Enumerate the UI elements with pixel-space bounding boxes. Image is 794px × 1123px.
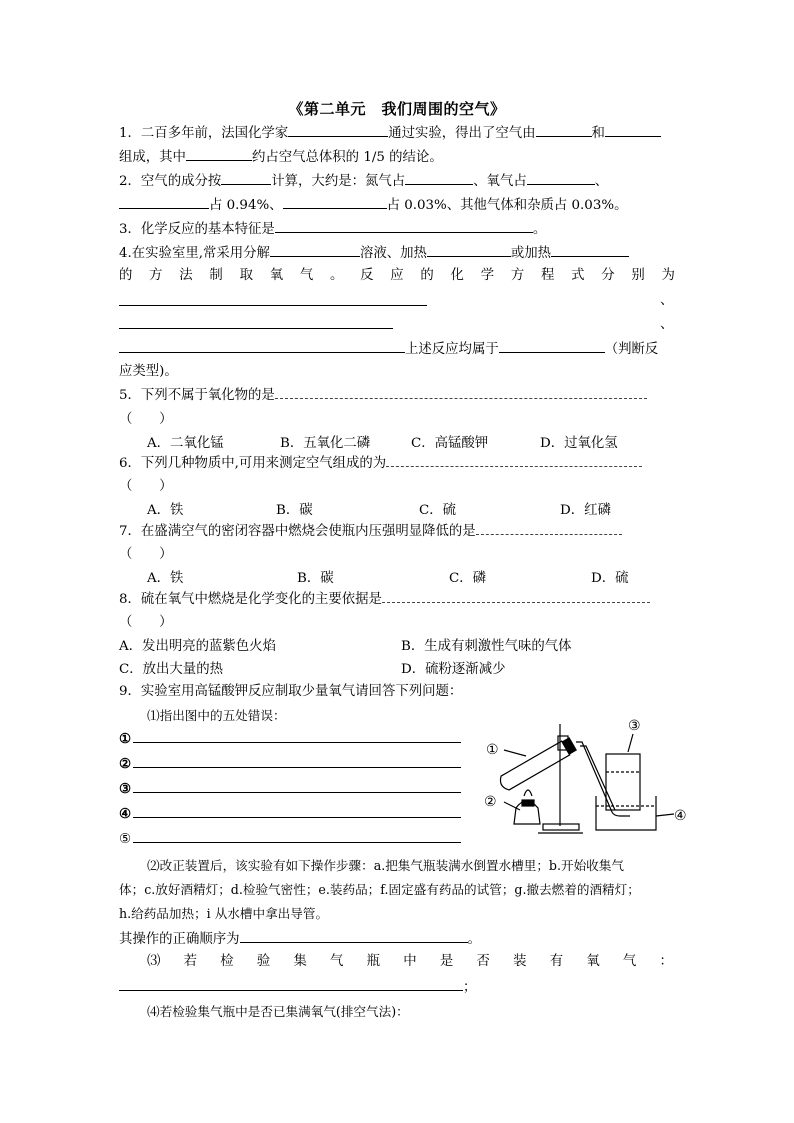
- q9-error-row-3: [119, 780, 461, 799]
- q5-option-a[interactable]: A．二氧化锰: [147, 436, 224, 451]
- q9-p3-char: 瓶: [366, 954, 381, 969]
- q4-text-d: 上述反应均属于: [405, 342, 499, 357]
- q9-part2-line3: h.给药品加热；i 从水槽中拿出导管。: [119, 906, 329, 921]
- q9-error-row-4: [119, 805, 461, 824]
- q6-stem-text: 6．下列几种物质中,可用来测定空气组成的为: [119, 456, 387, 471]
- q4-blank-kmno4[interactable]: [427, 243, 511, 257]
- q4-spread-char: 的: [119, 268, 133, 283]
- q4-spread-char: 分: [601, 268, 615, 283]
- q4-blank-h2o2[interactable]: [270, 243, 360, 257]
- q5-option-b[interactable]: B．五氧化二磷: [280, 436, 371, 451]
- q2-blank-basis[interactable]: [221, 171, 271, 185]
- q2-blank-noble-gas[interactable]: [119, 195, 209, 209]
- q4-blank-kclo3[interactable]: [551, 243, 629, 257]
- q1-text-c: 和: [591, 126, 605, 141]
- q7-leader-dots: [476, 525, 622, 535]
- q4-spread-char: 的: [420, 268, 434, 283]
- q6-stem: [119, 455, 642, 473]
- q4-text-b: 溶液、加热: [359, 246, 427, 261]
- q8-leader-dots: [382, 593, 650, 603]
- q9-marker-4: ④: [119, 806, 132, 822]
- q2-line1: [119, 171, 608, 191]
- q1-blank-component1[interactable]: [536, 123, 592, 137]
- q8-stem-text: 8．硫在氧气中燃烧是化学变化的主要依据是: [119, 592, 382, 607]
- q2-blank-co2[interactable]: [283, 195, 387, 209]
- q9-marker-1: ①: [119, 731, 132, 747]
- q1-blank-fraction-gas[interactable]: [186, 147, 252, 161]
- q4-text-a: 4.在实验室里,常采用分解: [119, 246, 270, 261]
- q9-part3-end: ；: [463, 980, 477, 995]
- q1-line2: [119, 147, 443, 167]
- figure-label-1: ①: [486, 742, 499, 758]
- q2-text-c: 、氧气占: [473, 174, 527, 189]
- q9-p3-char: 装: [513, 954, 527, 969]
- q4-spread-char: 应: [390, 268, 404, 283]
- q4-spread-char: 。: [329, 268, 344, 283]
- q5-stem: [119, 387, 647, 405]
- q9-order-blank[interactable]: [240, 929, 468, 943]
- q9-error-blank-3[interactable]: [133, 780, 461, 793]
- q4-spread-char: 学: [480, 268, 495, 283]
- q7-stem: [119, 523, 622, 541]
- q4-sep-2: 、: [660, 317, 674, 332]
- q9-stem: 9．实验室用高锰酸钾反应制取少量氧气请回答下列问题：: [119, 684, 463, 699]
- q9-error-blank-4[interactable]: [133, 805, 461, 818]
- q7-option-c[interactable]: C．磷: [449, 571, 487, 586]
- q4-text-c: 或加热: [510, 246, 552, 261]
- q9-p3-char: 气: [622, 954, 637, 969]
- q6-option-d[interactable]: D．红磷: [560, 503, 611, 518]
- q2-blank-oxygen[interactable]: [527, 171, 595, 185]
- q8-option-b[interactable]: B．生成有刺激性气味的气体: [401, 639, 572, 654]
- q2-text-d: 、: [594, 174, 609, 189]
- q7-answer-paren[interactable]: （ ）: [119, 547, 173, 562]
- q9-order-line: [119, 929, 481, 949]
- q9-marker-3: ③: [119, 781, 132, 797]
- q9-p3-char: ⑶: [147, 954, 161, 969]
- q6-leader-dots: [386, 457, 642, 467]
- q4-equation-blank-1[interactable]: [119, 305, 427, 306]
- q4-sep-1: 、: [660, 293, 674, 308]
- q9-p3-char: 有: [549, 954, 564, 969]
- q9-p3-char: 否: [476, 954, 490, 969]
- q4-line1: [119, 243, 629, 263]
- q9-p3-char: 若: [183, 954, 197, 969]
- q9-part4-line: ⑷若检验集气瓶中是否已集满氧气(排空气法)：: [147, 1004, 409, 1019]
- q1-text-b: 通过实验，得出了空气由: [388, 126, 536, 141]
- q9-error-row-2: [119, 755, 461, 774]
- q1-blank-component2[interactable]: [605, 123, 661, 137]
- q2-text-f: 占 0.03%、其他气体和杂质占 0.03%。: [386, 198, 628, 213]
- q9-p3-char: 集: [293, 954, 307, 969]
- q9-p3-char: 验: [256, 954, 271, 969]
- q4-text-e: （判断反: [604, 342, 659, 357]
- q1-blank-chemist[interactable]: [288, 123, 388, 137]
- q9-p3-char: 是: [439, 954, 454, 969]
- q1-text-a: 1．二百多年前，法国化学家: [119, 126, 289, 141]
- q4-line6: 应类型)。: [119, 364, 178, 379]
- figure-label-2: ②: [484, 794, 497, 810]
- q2-blank-nitrogen[interactable]: [405, 171, 473, 185]
- q7-option-d[interactable]: D．硫: [591, 571, 629, 586]
- q3-line: [119, 219, 546, 239]
- q4-blank-reaction-type[interactable]: [499, 339, 605, 353]
- q4-equation-blank-3[interactable]: [119, 339, 405, 353]
- q8-option-c[interactable]: C．放出大量的热: [119, 662, 223, 677]
- q4-equation-blank-2[interactable]: [119, 328, 393, 329]
- q4-spread-char: 法: [179, 268, 193, 283]
- q5-option-c[interactable]: C．高锰酸钾: [411, 436, 489, 451]
- q6-option-b[interactable]: B．碳: [276, 503, 313, 518]
- q9-marker-5: ⑤: [119, 832, 132, 847]
- q5-leader-dots: [275, 389, 647, 399]
- q4-spread-char: 气: [299, 268, 314, 283]
- q1-text-d: 组成，其中: [119, 150, 186, 165]
- q4-spread-char: 制: [209, 268, 223, 283]
- q9-marker-2: ②: [119, 756, 132, 772]
- q9-error-blank-5[interactable]: [133, 830, 461, 843]
- q4-spread-char: 取: [239, 268, 253, 283]
- q9-part3-line1: [147, 953, 673, 971]
- q2-text-e: 占 0.94%、: [209, 198, 283, 213]
- q8-answer-paren[interactable]: （ ）: [119, 615, 173, 630]
- q4-spread-char: 氧: [269, 268, 284, 283]
- q1-text-e: 约占空气总体积的 1/5 的结论。: [251, 150, 443, 165]
- q9-order-end: 。: [467, 932, 481, 947]
- q9-part3-blank[interactable]: [119, 977, 463, 991]
- q4-spread-char: 为: [661, 268, 675, 283]
- delivery-tube: [576, 742, 630, 816]
- q9-error-row-5: [119, 830, 461, 849]
- q4-line5: [119, 339, 658, 359]
- q6-option-a[interactable]: A．铁: [147, 503, 184, 518]
- q9-part2-line2: 体；c.放好酒精灯；d.检验气密性；e.装药品；f.固定盛有药品的试管；g.撤去燃着的酒精灯；: [119, 882, 640, 897]
- test-tube: [498, 737, 577, 792]
- q7-option-b[interactable]: B．碳: [297, 571, 334, 586]
- q9-part1-prompt: ⑴指出图中的五处错误：: [147, 708, 286, 723]
- q4-spread-char: 方: [149, 268, 163, 283]
- q3-text-a: 3．化学反应的基本特征是: [119, 222, 275, 237]
- q9-order-text: 其操作的正确顺序为: [119, 932, 240, 947]
- q4-spread-char: 化: [450, 268, 464, 283]
- q9-part3-line2: [119, 977, 476, 997]
- q5-answer-paren[interactable]: （ ）: [119, 412, 173, 427]
- q8-option-a[interactable]: A．发出明亮的蓝紫色火焰: [119, 639, 276, 654]
- q9-part2-line1: ⑵改正装置后，该实验有如下操作步骤：a.把集气瓶装满水倒置水槽里；b.开始收集气: [147, 858, 624, 873]
- q9-p3-char: ：: [659, 954, 673, 969]
- q9-error-blank-1[interactable]: [133, 730, 461, 743]
- q6-option-c[interactable]: C．硫: [419, 503, 457, 518]
- q7-stem-text: 7．在盛满空气的密闭容器中燃烧会使瓶内压强明显降低的是: [119, 524, 476, 539]
- water-trough: [596, 796, 656, 830]
- q9-p3-char: 气: [330, 954, 344, 969]
- q5-option-d[interactable]: D．过氧化氢: [540, 436, 618, 451]
- q2-text-a: 2．空气的成分按: [119, 174, 222, 189]
- q4-line2: [119, 267, 675, 285]
- q2-text-b: 计算，大约是：氮气占: [271, 174, 406, 189]
- q4-spread-char: 式: [571, 268, 585, 283]
- q2-line2: [119, 195, 627, 215]
- q5-stem-text: 5．下列不属于氧化物的是: [119, 388, 275, 403]
- q8-stem: [119, 591, 650, 609]
- page-title: 《第二单元 我们周围的空气》: [288, 100, 506, 118]
- q9-error-row-1: [119, 730, 461, 749]
- q3-text-b: 。: [532, 222, 547, 237]
- q4-spread-char: 反: [360, 268, 374, 283]
- q9-p3-char: 检: [220, 954, 234, 969]
- kmno4-apparatus-figure: [478, 712, 698, 837]
- figure-label-4: ④: [674, 808, 687, 824]
- q4-spread-char: 程: [540, 268, 555, 283]
- q9-error-blank-2[interactable]: [133, 755, 461, 768]
- q4-spread-char: 方: [510, 268, 525, 283]
- q7-option-a[interactable]: A．铁: [147, 571, 184, 586]
- stand-base: [543, 824, 579, 830]
- q6-answer-paren[interactable]: （ ）: [119, 479, 173, 494]
- figure-label-3: ③: [628, 718, 641, 734]
- q9-p3-char: 氧: [586, 954, 600, 969]
- q9-p3-char: 中: [403, 954, 417, 969]
- q3-blank[interactable]: [275, 219, 533, 233]
- q1-line1: [119, 123, 661, 143]
- q4-spread-char: 别: [631, 268, 645, 283]
- q8-option-d[interactable]: D．硫粉逐渐减少: [401, 662, 506, 677]
